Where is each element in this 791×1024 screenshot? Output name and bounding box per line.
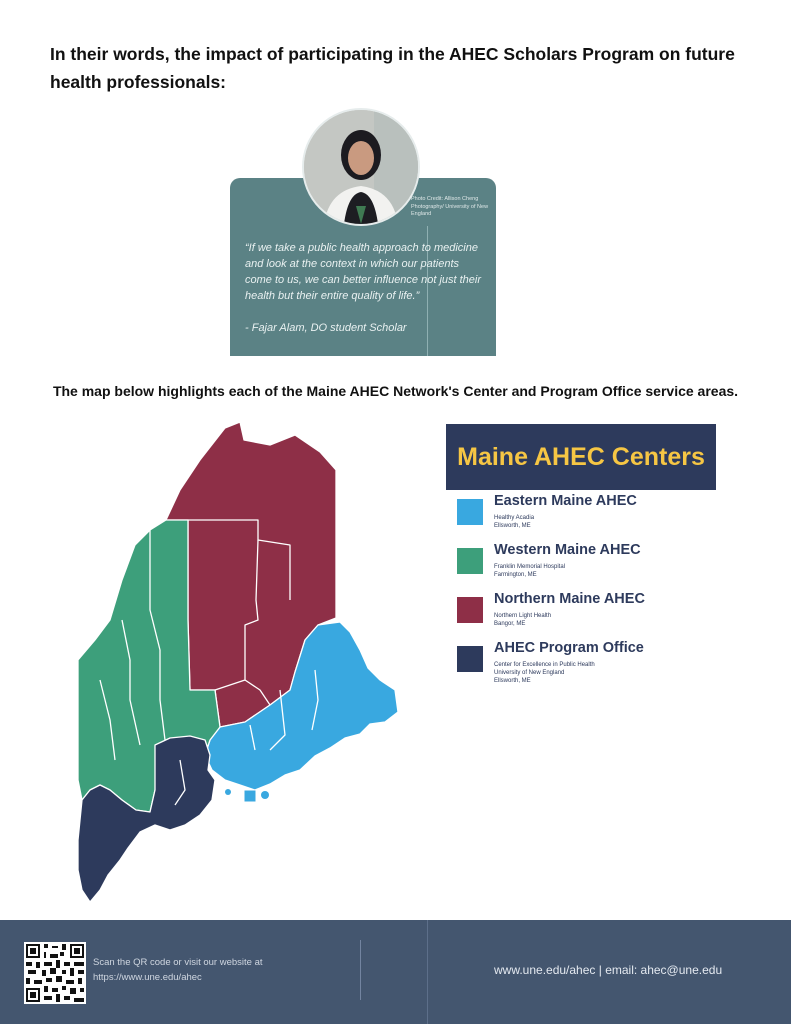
quote-author: - Fajar Alam, DO student Scholar [245, 322, 407, 334]
legend-name: Eastern Maine AHEC [494, 493, 637, 509]
footer-divider [360, 940, 361, 1000]
quote-text: “If we take a public health approach to medicine and look at the context in which our patients come to us, we can better influence not just their health but their entire quality of life.” [245, 242, 482, 302]
legend-name: AHEC Program Office [494, 640, 644, 656]
qr-code-icon[interactable] [24, 942, 86, 1004]
scholar-photo [302, 108, 420, 226]
swatch-western [457, 548, 483, 574]
maine-map [60, 420, 420, 910]
island [225, 789, 231, 795]
island [244, 790, 256, 802]
legend-sub: Healthy Acadia [494, 515, 535, 521]
footer-divider [427, 920, 428, 1024]
legend-sub: University of New England [494, 670, 565, 676]
island [261, 791, 269, 799]
swatch-program-office [457, 646, 483, 672]
swatch-eastern [457, 499, 483, 525]
footer-contact[interactable]: www.une.edu/ahec | email: ahec@une.edu [494, 963, 723, 977]
legend-sub: Franklin Memorial Hospital [494, 564, 566, 570]
legend-name: Western Maine AHEC [494, 542, 641, 558]
photo-credit: Photo Credit: Allison Cheng Photography/ University of New England [411, 196, 489, 217]
legend-sub: Center for Excellence in Public Health [494, 662, 595, 668]
legend-sub: Ellsworth, ME [494, 678, 531, 684]
page-heading: In their words, the impact of participating in the AHEC Scholars Program on future health professionals: [50, 44, 735, 92]
legend-name: Northern Maine AHEC [494, 591, 645, 607]
legend-sub: Bangor, ME [494, 621, 526, 627]
swatch-northern [457, 597, 483, 623]
legend-sub: Ellsworth, ME [494, 523, 531, 529]
legend-sub: Northern Light Health [494, 613, 552, 619]
legend-title: Maine AHEC Centers [457, 442, 705, 471]
footer-scan-text: Scan the QR code or visit our website at https://www.une.edu/ahec [93, 957, 263, 983]
legend-sub: Farmington, ME [494, 572, 537, 578]
legend-title-box [446, 424, 716, 490]
map-heading: The map below highlights each of the Maine AHEC Network's Center and Program Office service areas. [52, 383, 739, 399]
